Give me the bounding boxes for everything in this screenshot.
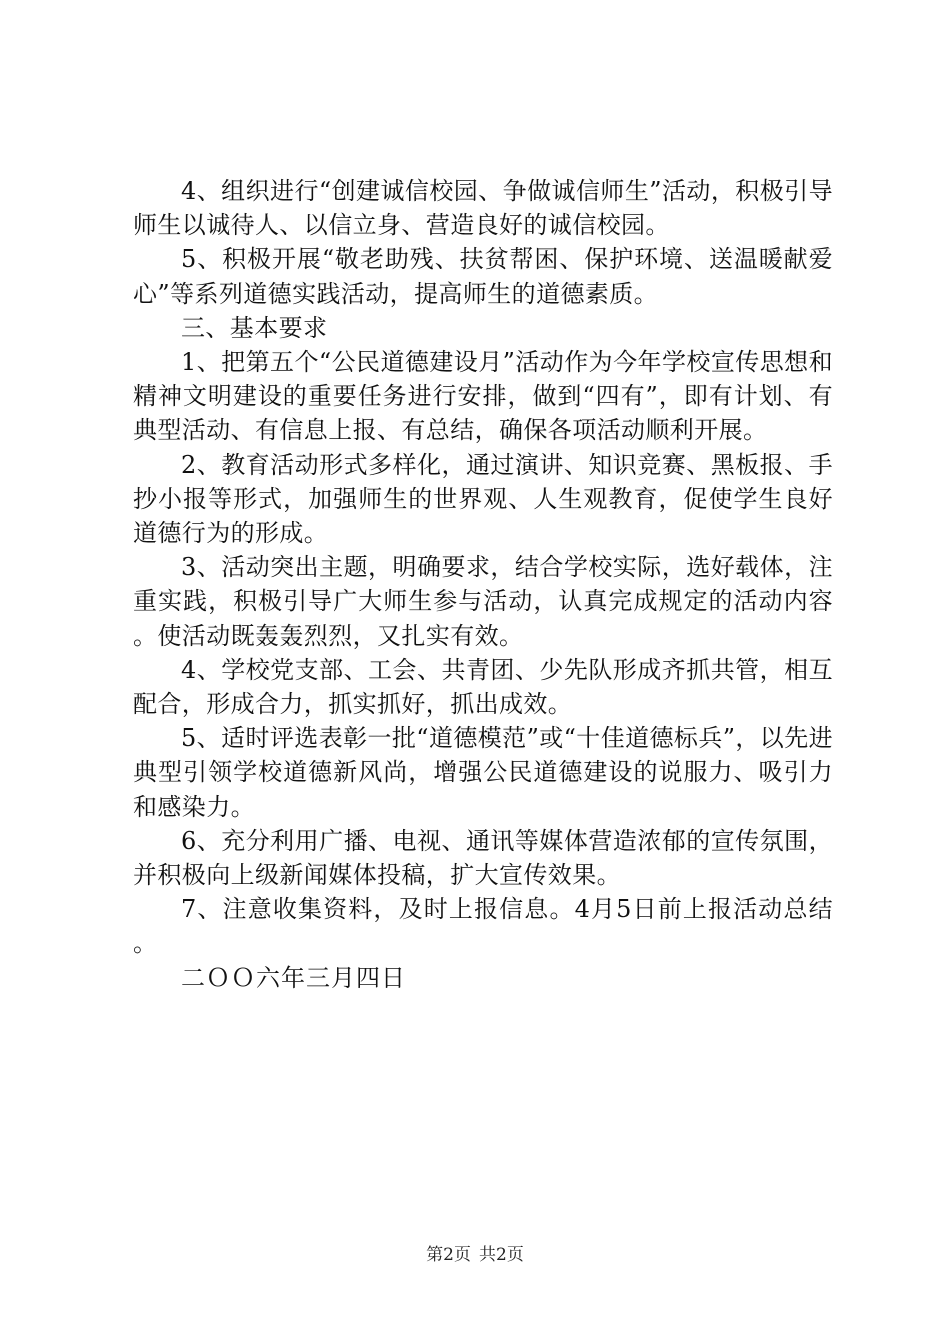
page-footer — [0, 1244, 950, 1266]
document-date: 二ＯＯ六年三月四日 — [181, 963, 406, 992]
paragraph-item-5-practice: 5、积极开展“敬老助残、扶贫帮困、保护环境、送温暖献爱心”等系列道德实践活动，提高师生的道德素质。 — [133, 245, 833, 308]
requirement-1: 1、把第五个“公民道德建设月”活动作为今年学校宣传思想和精神文明建设的重要任务进行安排，做到“四有”，即有计划、有典型活动、有信息上报、有总结，确保各项活动顺利开展。 — [133, 348, 833, 445]
section-heading-basic-requirements: 三、基本要求 — [181, 313, 328, 342]
page-number: 第2页 — [426, 1245, 471, 1265]
page-total: 共2页 — [479, 1245, 524, 1265]
requirement-4: 4、学校党支部、工会、共青团、少先队形成齐抓共管，相互配合，形成合力，抓实抓好，抓出成效。 — [133, 655, 833, 719]
requirement-7: 7、注意收集资料，及时上报信息。4月5日前上报活动总结。 — [133, 895, 833, 958]
document-body — [133, 174, 833, 995]
requirement-6: 6、充分利用广播、电视、通讯等媒体营造浓郁的宣传氛围，并积极向上级新闻媒体投稿，扩大宣传效果。 — [133, 826, 833, 890]
requirement-3: 3、活动突出主题，明确要求，结合学校实际，选好载体，注重实践，积极引导广大师生参与活动，认真完成规定的活动内容。使活动既轰轰烈烈，又扎实有效。 — [133, 553, 833, 650]
paragraph-item-4-integrity: 4、组织进行“创建诚信校园、争做诚信师生”活动，积极引导师生以诚待人、以信立身、营造良好的诚信校园。 — [133, 177, 833, 240]
requirement-2: 2、教育活动形式多样化，通过演讲、知识竞赛、黑板报、手抄小报等形式，加强师生的世界观、人生观教育，促使学生良好道德行为的形成。 — [133, 450, 833, 548]
requirement-5: 5、适时评选表彰一批“道德模范”或“十佳道德标兵”，以先进典型引领学校道德新风尚，增强公民道德建设的说服力、吸引力和感染力。 — [133, 724, 833, 821]
